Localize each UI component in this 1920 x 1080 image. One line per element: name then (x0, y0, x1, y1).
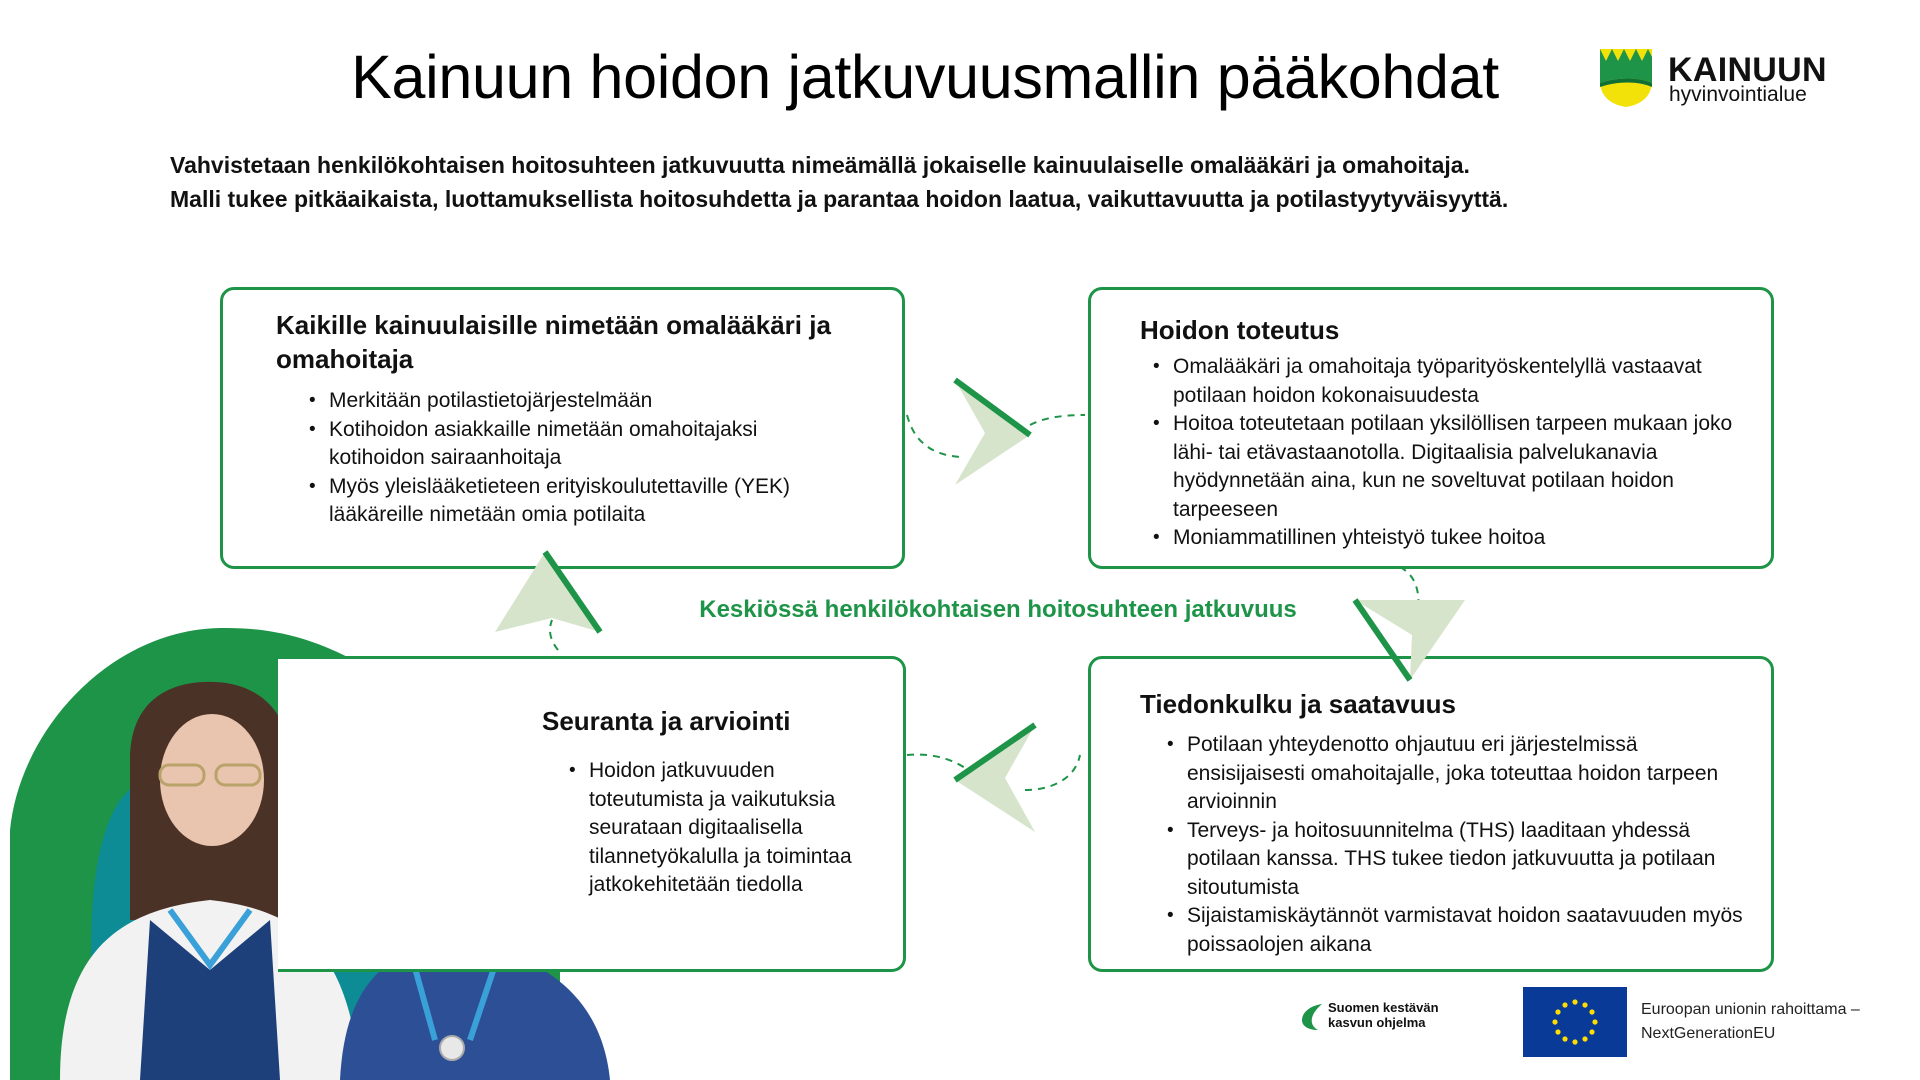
box-hoidon-toteutus (1088, 287, 1774, 569)
box-tiedonkulku-list (1161, 731, 1751, 959)
list-item: • Myös yleislääketieteen erityiskoulutettaville (YEK) lääkäreille nimetään omia potilaita (303, 473, 823, 530)
list-item: • Merkitään potilastietojärjestelmään (303, 387, 823, 416)
eu-funding-line-1: Euroopan unionin rahoittama – (1641, 1001, 1860, 1018)
intro-line-1: Vahvistetaan henkilökohtaisen hoitosuhteen jatkuvuutta nimeämällä jokaiselle kainuulaiselle omalääkäri ja omahoitaja. (170, 152, 1470, 178)
intro-text (170, 148, 1870, 216)
eu-flag (1523, 987, 1627, 1057)
arrow-up-icon (490, 550, 610, 660)
center-statement: Keskiössä henkilökohtaisen hoitosuhteen jatkuvuus (699, 596, 1297, 623)
box-nimeaminen (220, 287, 905, 569)
box-seuranta-list (563, 757, 883, 900)
box-tiedonkulku-title: Tiedonkulku ja saatavuus (1140, 689, 1456, 719)
intro-line-2: Malli tukee pitkäaikaista, luottamuksellista hoitosuhdetta ja parantaa hoidon laatua, vaikuttavuutta ja potilastyytyväisyyttä. (170, 186, 1509, 212)
box-hoidon-toteutus-list (1147, 353, 1747, 553)
list-item: • Kotihoidon asiakkaille nimetään omahoitajaksi kotihoidon sairaanhoitaja (303, 416, 823, 473)
list-item: • Sijaistamiskäytännöt varmistavat hoidon saatavuuden myös poissaolojen aikana (1161, 902, 1751, 959)
kainuu-emblem-icon (1598, 47, 1654, 109)
box-tiedonkulku-ja-saatavuus (1088, 656, 1774, 972)
eu-funding-text (1641, 998, 1891, 1046)
program-name: Suomen kestävän kasvun ohjelma (1328, 1000, 1439, 1030)
eu-funding-line-2: NextGenerationEU (1641, 1025, 1776, 1042)
page-title: Kainuun hoidon jatkuvuusmallin pääkohdat (351, 43, 1499, 111)
arrow-right-icon (905, 375, 1095, 485)
box-nimeaminen-title: Kaikille kainuulaisille nimetään omalääkäri ja omahoitaja (276, 310, 831, 374)
list-item: • Potilaan yhteydenotto ohjautuu eri järjestelmissä ensisijaisesti omahoitajalle, joka toteuttaa hoidon tarpeen arvioinnin (1161, 731, 1751, 817)
list-item: • Terveys- ja hoitosuunnitelma (THS) laaditaan yhdessä potilaan kanssa. THS tukee tiedon jatkuvuutta ja potilaan sitoutumista (1161, 817, 1751, 903)
box-seuranta-ja-arviointi (278, 656, 906, 972)
list-item: • Omalääkäri ja omahoitaja työparityöskentelyllä vastaavat potilaan hoidon kokonaisuudesta (1147, 353, 1747, 410)
eu-stars-icon (1523, 987, 1627, 1057)
list-item: • Hoidon jatkuvuuden toteutumista ja vaikutuksia seurataan digitaalisella tilannetyökalulla ja toimintaa jatkokehitetään tiedolla (563, 757, 883, 900)
recovery-program-logo (1300, 1000, 1480, 1050)
kainuu-logo (1598, 47, 1838, 115)
arrow-left-icon (905, 720, 1085, 835)
box-nimeaminen-list (303, 387, 823, 530)
list-item: • Moniammatillinen yhteistyö tukee hoitoa (1147, 524, 1747, 553)
leaf-icon (1300, 1002, 1326, 1032)
logo-name: KAINUUN (1668, 51, 1827, 89)
list-item: • Hoitoa toteutetaan potilaan yksilöllisen tarpeen mukaan joko lähi- tai etävastaanotolla. Digitaalisia palvelukanavia hyödynnetään aina, kun ne soveltuvat potilaan hoidon tarpeeseen (1147, 410, 1747, 524)
logo-subtitle: hyvinvointialue (1669, 83, 1807, 106)
box-hoidon-toteutus-title: Hoidon toteutus (1140, 315, 1340, 345)
box-seuranta-title: Seuranta ja arviointi (542, 706, 791, 736)
arrow-down-icon (1350, 565, 1480, 685)
